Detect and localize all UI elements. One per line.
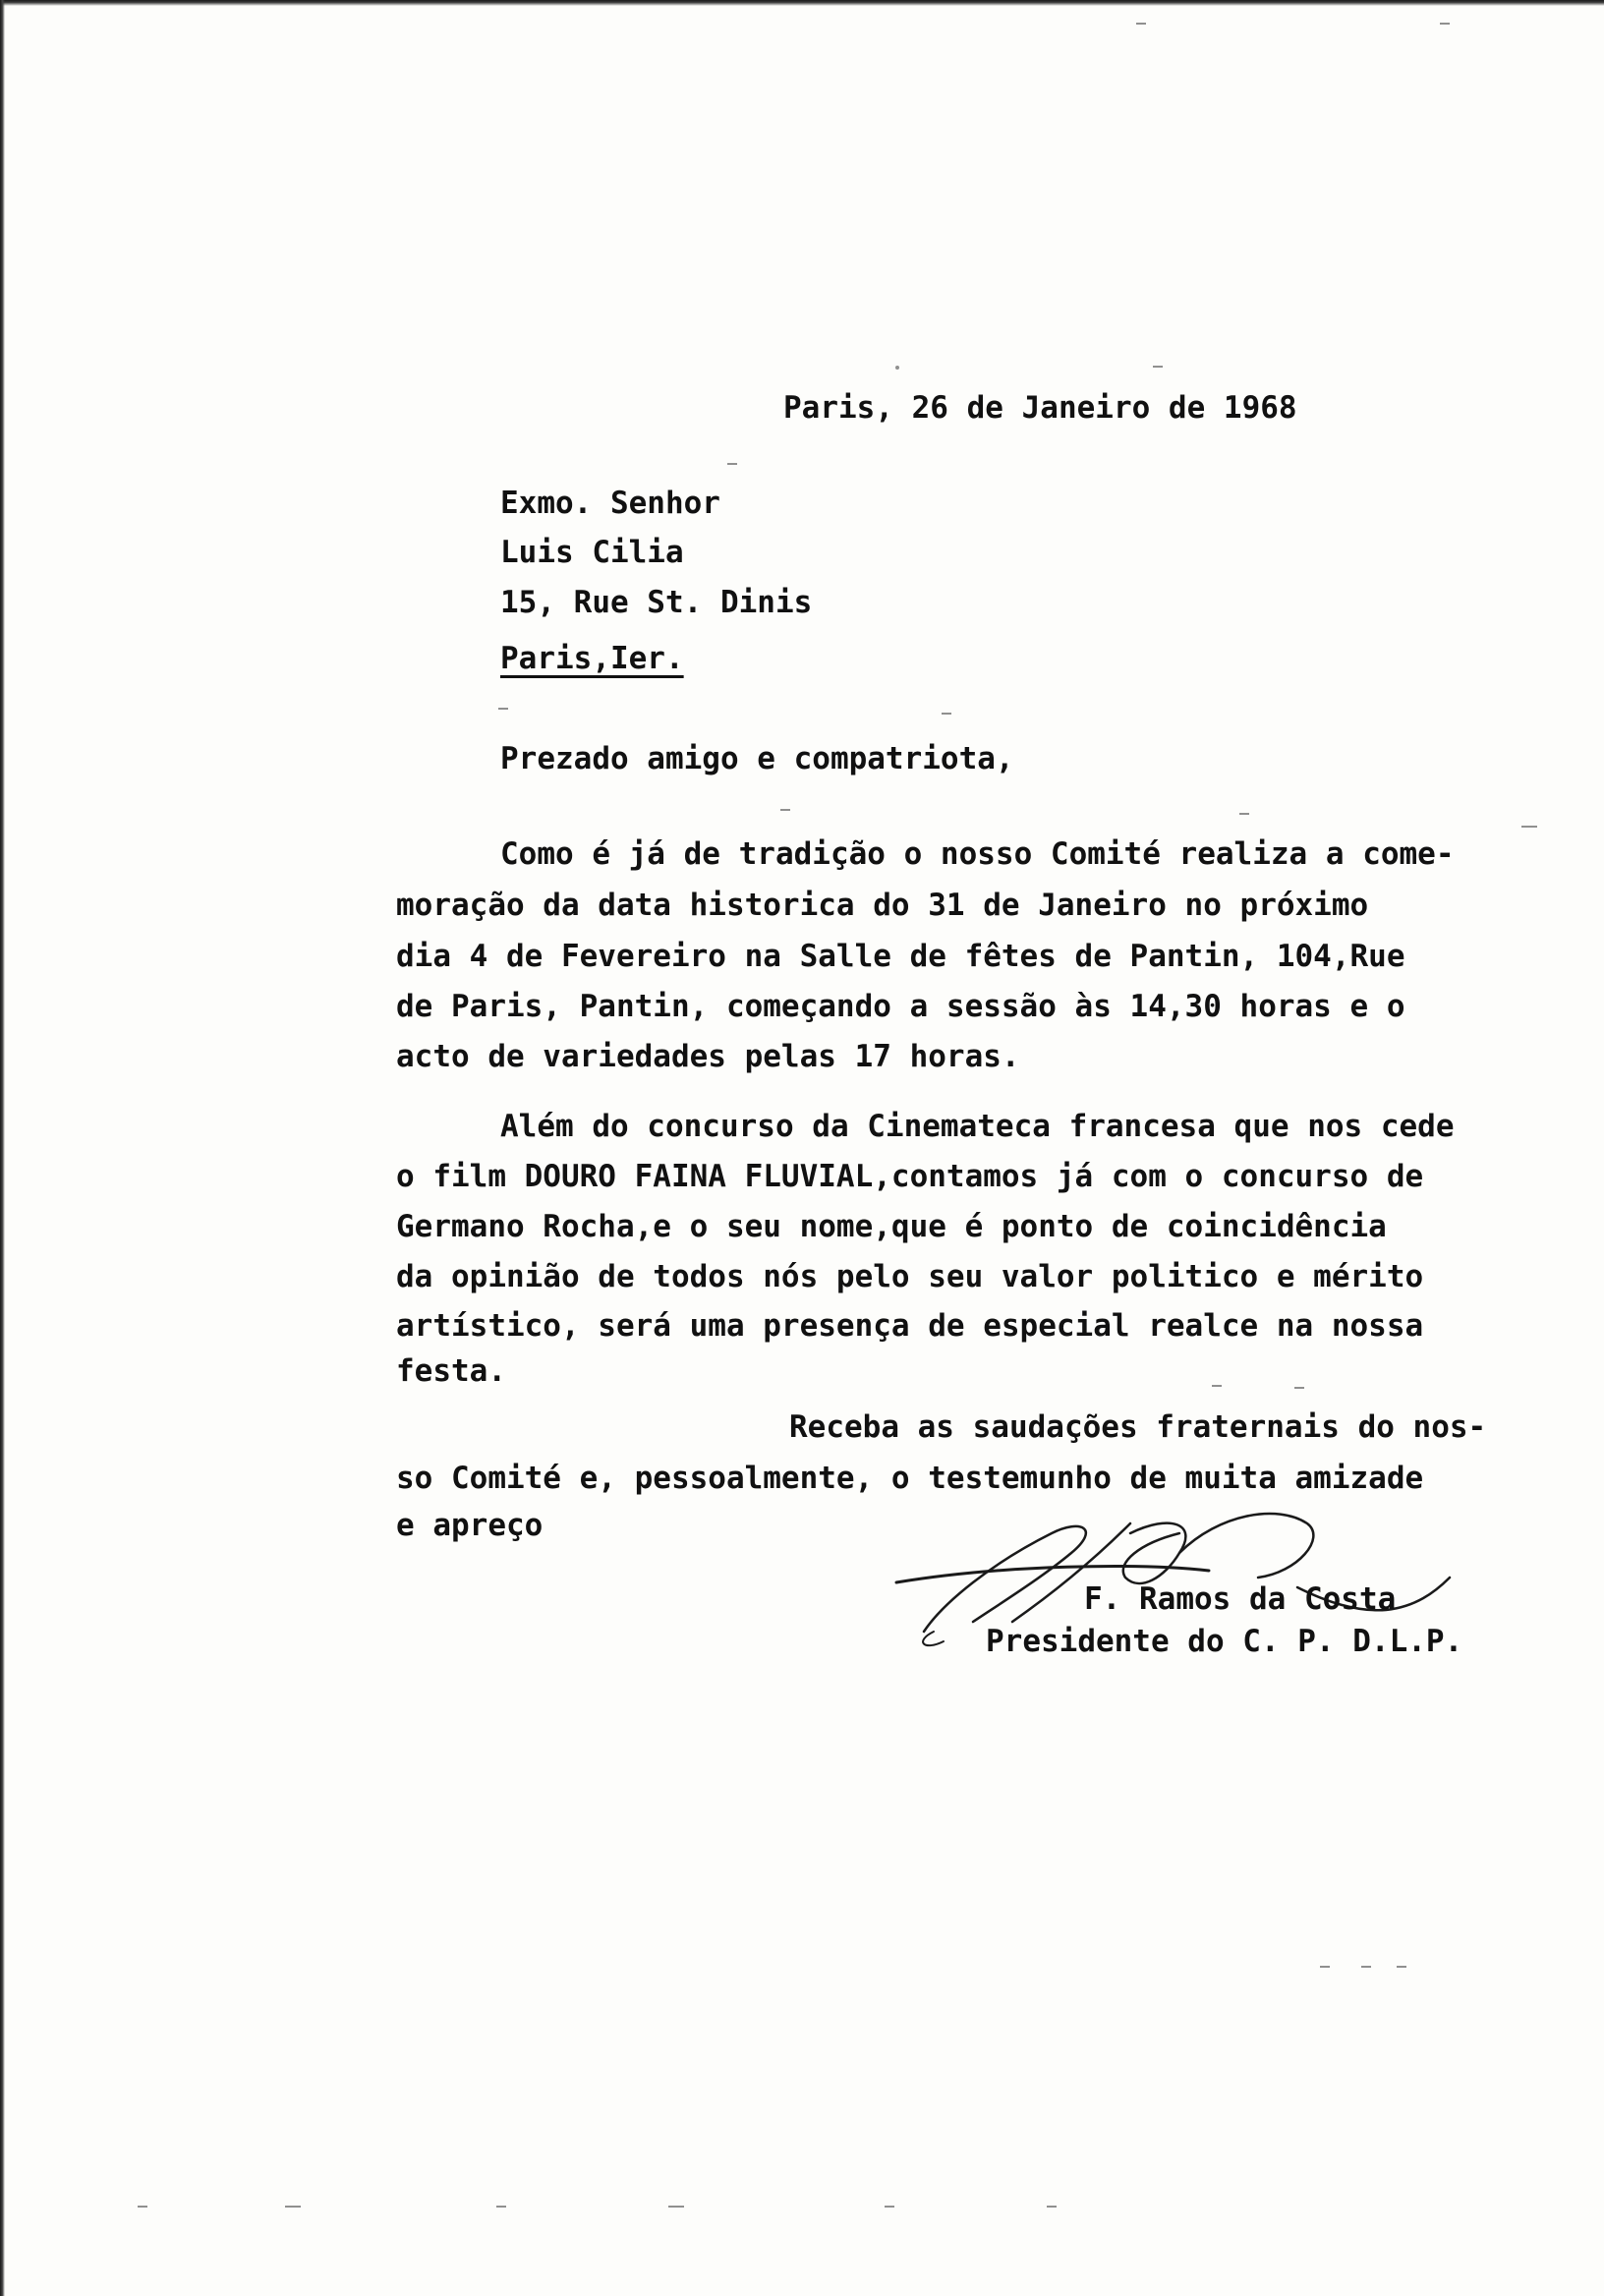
paragraph1-line: de Paris, Pantin, começando a sessão às 14,30 horas e o	[396, 989, 1405, 1024]
paragraph2-line: da opinião de todos nós pelo seu valor politico e mérito	[396, 1259, 1424, 1294]
scan-speck	[285, 2206, 301, 2208]
paragraph2-line: artístico, será uma presença de especial realce na nossa	[396, 1308, 1424, 1344]
scan-speck	[1440, 23, 1450, 25]
dateline: Paris, 26 de Janeiro de 1968	[783, 390, 1297, 426]
scan-speck	[1361, 1966, 1371, 1968]
recipient-title: Exmo. Senhor	[500, 486, 720, 521]
paragraph2-line: Além do concurso da Cinemateca francesa que nos cede	[500, 1109, 1455, 1144]
paragraph1-line: moração da data historica do 31 de Janeiro no próximo	[396, 888, 1369, 923]
closing-line: Receba as saudações fraternais do nos-	[789, 1409, 1487, 1445]
scan-edge-top	[0, 0, 1604, 6]
signatory-position: Presidente do C. P. D.L.P.	[986, 1624, 1463, 1659]
scan-speck	[1239, 813, 1249, 815]
scan-speck	[1294, 1387, 1304, 1389]
scan-speck	[942, 713, 951, 715]
paragraph1-line: Como é já de tradição o nosso Comité realiza a come-	[500, 836, 1455, 872]
scan-speck	[1136, 23, 1146, 25]
paragraph2-line: o film DOURO FAINA FLUVIAL,contamos já com o concurso de	[396, 1159, 1424, 1194]
scan-edge-left	[0, 0, 5, 2296]
recipient-street: 15, Rue St. Dinis	[500, 585, 813, 620]
scan-speck	[138, 2206, 147, 2208]
closing-line: e apreço	[396, 1508, 544, 1543]
paragraph2-line: Germano Rocha,e o seu nome,que é ponto de coincidência	[396, 1209, 1387, 1244]
recipient-city: Paris,Ier.	[500, 641, 684, 676]
paragraph1-line: dia 4 de Fevereiro na Salle de fêtes de Pantin, 104,Rue	[396, 939, 1405, 974]
signatory-name: F. Ramos da Costa	[1084, 1581, 1397, 1617]
scan-speck	[895, 366, 899, 370]
scan-speck	[496, 2206, 506, 2208]
scan-speck	[1320, 1966, 1330, 1968]
scan-speck	[1212, 1385, 1222, 1387]
paragraph2-line: festa.	[396, 1353, 506, 1389]
greeting: Prezado amigo e compatriota,	[500, 741, 1014, 776]
scan-speck	[1397, 1966, 1406, 1968]
scan-speck	[498, 708, 508, 710]
scan-speck	[885, 2206, 894, 2208]
scan-speck	[668, 2206, 684, 2208]
paragraph1-line: acto de variedades pelas 17 horas.	[396, 1039, 1020, 1074]
recipient-name: Luis Cilia	[500, 535, 684, 570]
scan-speck	[1521, 826, 1537, 828]
closing-line: so Comité e, pessoalmente, o testemunho de muita amizade	[396, 1461, 1424, 1496]
scan-speck	[780, 809, 790, 811]
scan-speck	[1153, 366, 1163, 368]
scan-speck	[727, 463, 737, 465]
scan-speck	[1047, 2206, 1057, 2208]
